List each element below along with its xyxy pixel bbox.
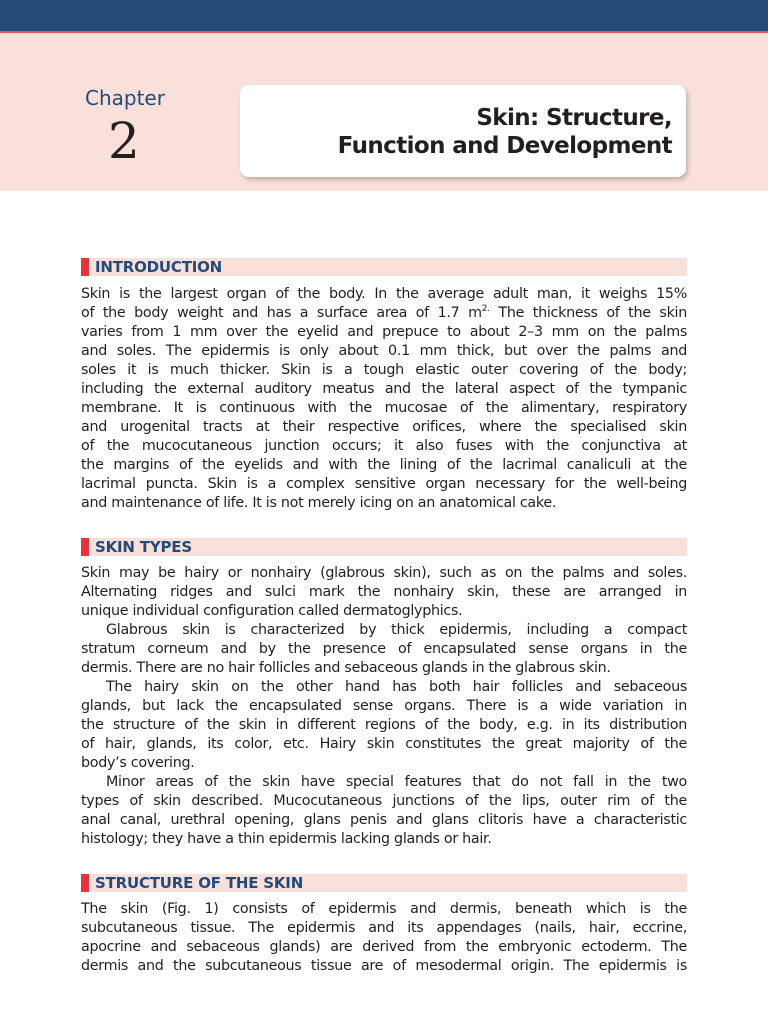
body-line: and maintenance of life. It is not merely icing on an anatomical cake. [81,495,557,511]
body-line: Skin is the largest organ of the body. In the average adult man, it weighs 15% [81,286,687,302]
section-marker [81,538,89,556]
top-color-bar [0,0,768,31]
body-line [81,304,687,323]
body-line: the structure of the skin in different regions of the body, e.g. in its distribution [81,717,687,733]
body-line: the margins of the eyelids and with the lining of the lacrimal canaliculi at the [81,457,687,473]
body-line: types of skin described. Mucocutaneous junctions of the lips, outer rim of the [81,793,687,809]
body-line: glands, but lack the encapsulated sense organs. There is a wide variation in [81,698,687,714]
superscript: 2. [481,304,490,315]
section-heading-label: INTRODUCTION [95,258,223,276]
body-text: The thickness of the skin [489,305,687,321]
section-heading-skin-types [81,538,687,556]
body-line: dermis. There are no hair follicles and sebaceous glands in the glabrous skin. [81,660,611,676]
body-line: apocrine and sebaceous glands) are derived from the embryonic ectoderm. The [81,939,687,955]
body-line: including the external auditory meatus and the lateral aspect of the tympanic [81,381,687,397]
body-line: The skin (Fig. 1) consists of epidermis and dermis, beneath which is the [81,901,687,917]
body-line: histology; they have a thin epidermis lacking glands or hair. [81,831,492,847]
chapter-label: Chapter [85,86,165,110]
body-line: Glabrous skin is characterized by thick epidermis, including a compact [106,622,687,638]
chapter-title-line-1: Skin: Structure, [476,105,672,131]
body-line: and soles. The epidermis is only about 0.1 mm thick, but over the palms and [81,343,687,359]
chapter-title-line-2: Function and Development [337,133,672,159]
body-line: varies from 1 mm over the eyelid and prepuce to about 2–3 mm on the palms [81,324,687,340]
chapter-title-box [240,85,686,177]
section-marker [81,874,89,892]
section-heading-label: SKIN TYPES [95,538,192,556]
section-heading-introduction [81,258,687,276]
body-line: Minor areas of the skin have special features that do not fall in the two [106,774,687,790]
body-line: Skin may be hairy or nonhairy (glabrous skin), such as on the palms and soles. [81,565,687,581]
body-line: anal canal, urethral opening, glans penis and glans clitoris have a characteristic [81,812,687,828]
chapter-number: 2 [108,112,140,170]
body-line: soles it is much thicker. Skin is a tough elastic outer covering of the body; [81,362,687,378]
body-line: stratum corneum and by the presence of encapsulated sense organs in the [81,641,687,657]
body-text: of the body weight and has a surface area of 1.7 m [81,305,482,321]
body-line: of hair, glands, its color, etc. Hairy skin constitutes the great majority of the [81,736,687,752]
body-line: body’s covering. [81,755,195,771]
body-line: Alternating ridges and sulci mark the nonhairy skin, these are arranged in [81,584,687,600]
body-line: The hairy skin on the other hand has both hair follicles and sebaceous [106,679,687,695]
body-line: unique individual configuration called dermatoglyphics. [81,603,463,619]
section-marker [81,258,89,276]
section-heading-label: STRUCTURE OF THE SKIN [95,874,304,892]
body-line: of the mucocutaneous junction occurs; it also fuses with the conjunctiva at [81,438,687,454]
body-line: lacrimal puncta. Skin is a complex sensitive organ necessary for the well-being [81,476,687,492]
body-line: membrane. It is continuous with the mucosae of the alimentary, respiratory [81,400,687,416]
section-heading-structure-of-the-skin [81,874,687,892]
body-line: dermis and the subcutaneous tissue are of mesodermal origin. The epidermis is [81,958,687,974]
body-line: and urogenital tracts at their respective orifices, where the specialised skin [81,419,687,435]
body-line: subcutaneous tissue. The epidermis and its appendages (nails, hair, eccrine, [81,920,687,936]
